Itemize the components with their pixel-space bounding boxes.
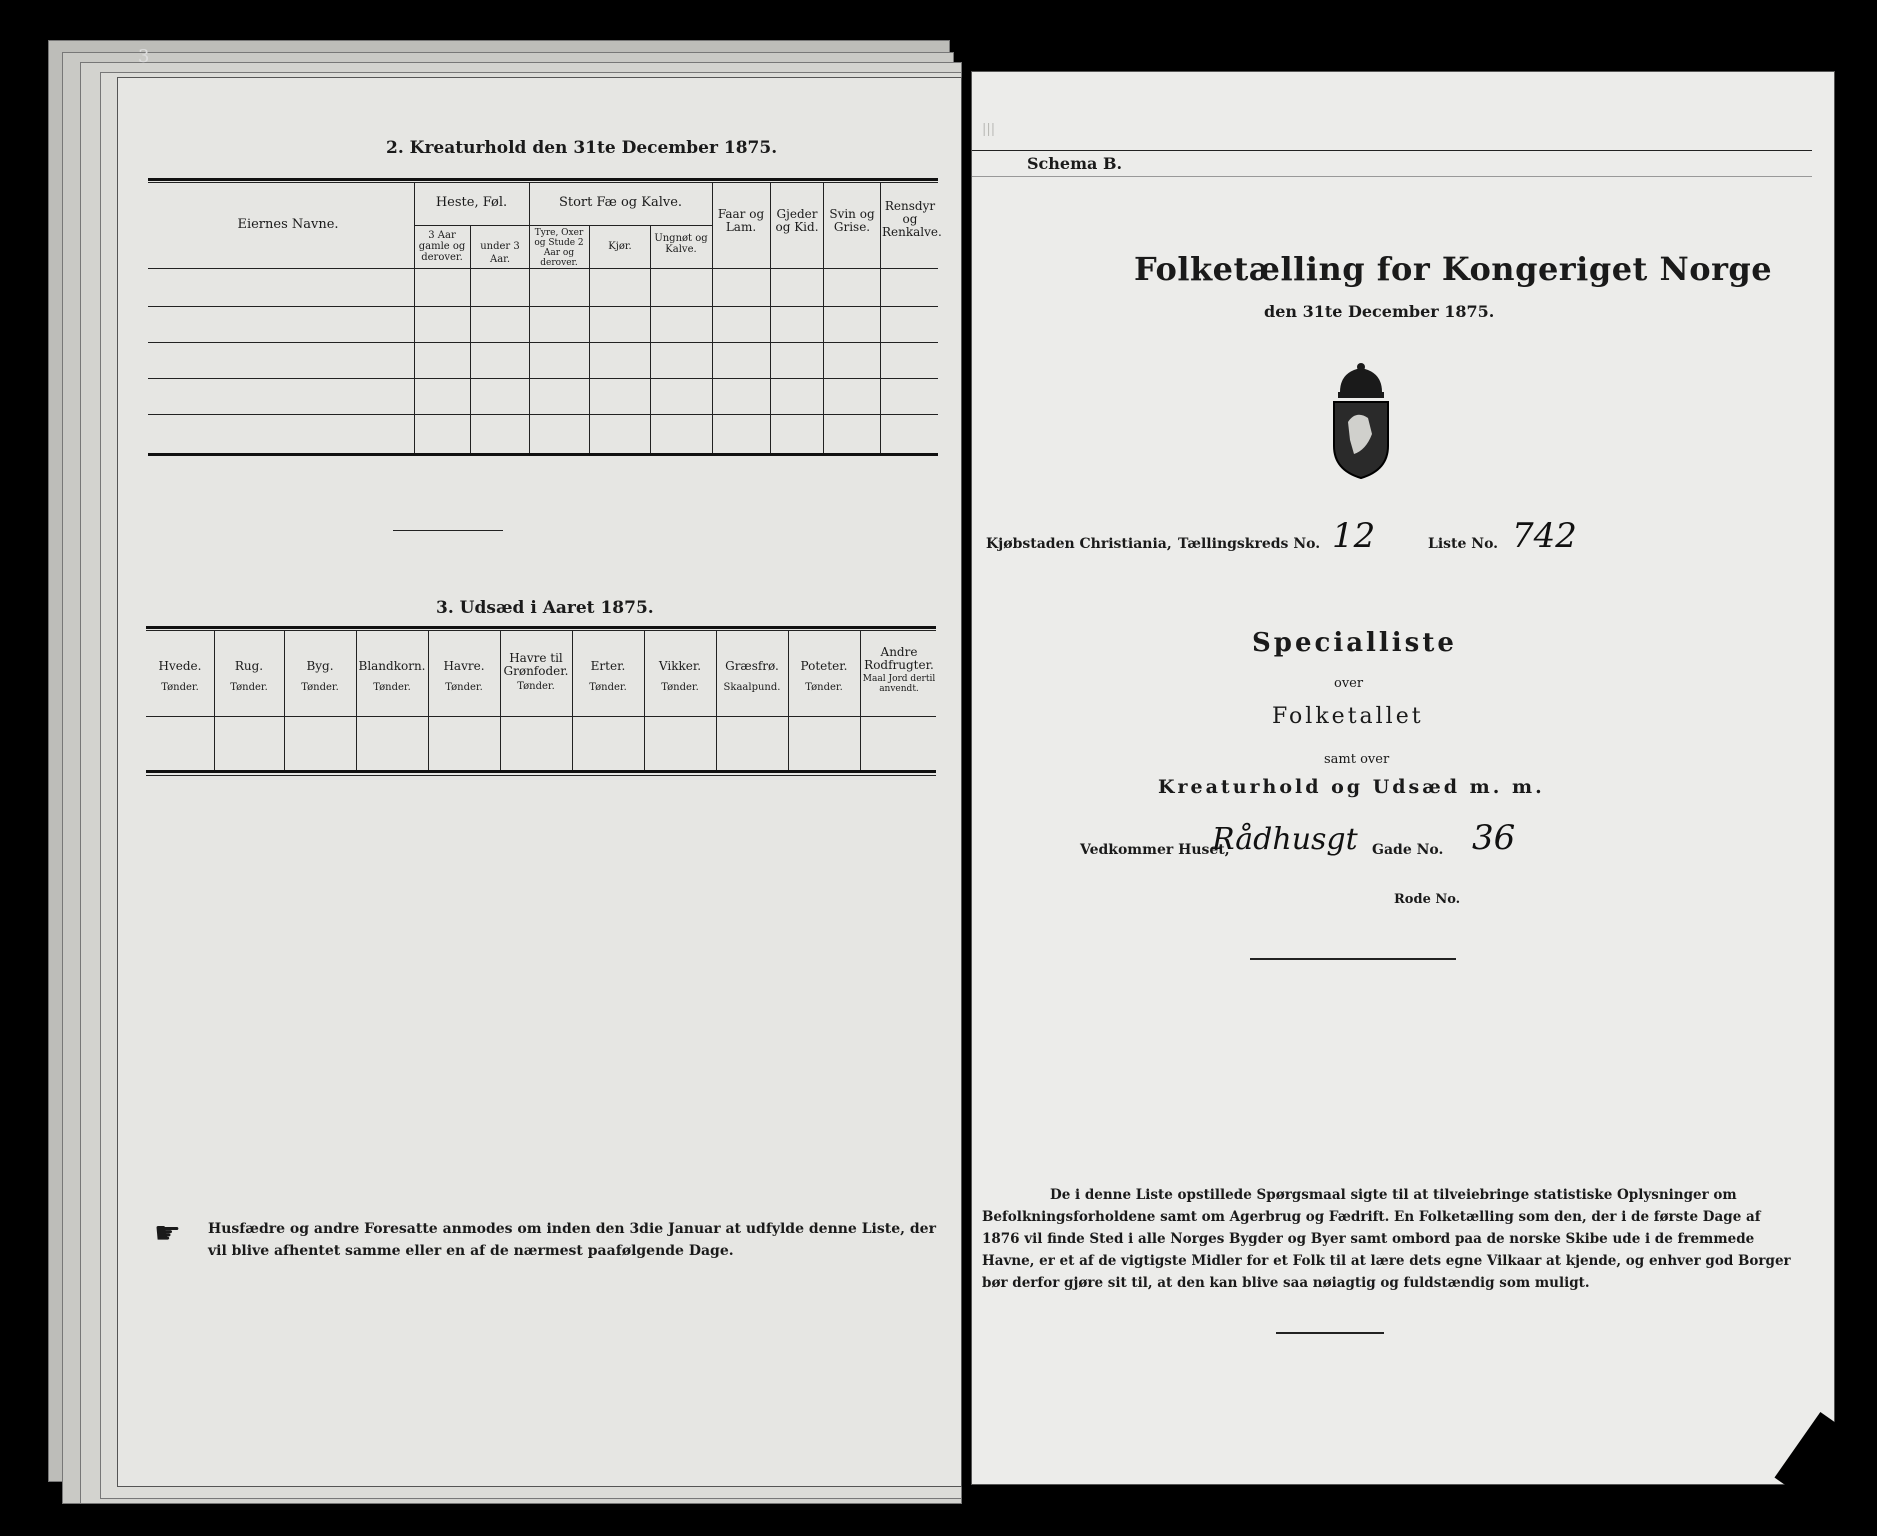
col-name: Rug. bbox=[234, 659, 264, 673]
col-name: Andre Rodfrugter. bbox=[864, 645, 934, 672]
col-unit: Maal Jord dertil anvendt. bbox=[862, 674, 936, 694]
header-horses: Heste, Føl. bbox=[435, 195, 508, 210]
col-name: Erter. bbox=[590, 659, 626, 673]
col-name: Hvede. bbox=[158, 659, 202, 673]
subtitle: den 31te December 1875. bbox=[1264, 302, 1495, 321]
main-title: Folketælling for Kongeriget Norge bbox=[1134, 250, 1773, 288]
col-unit: Tønder. bbox=[661, 682, 699, 693]
col-havre bbox=[430, 660, 498, 694]
rode-label: Rode No. bbox=[1394, 892, 1461, 907]
col-name: Havre til Grønfoder. bbox=[503, 651, 569, 678]
liste-label: Liste No. bbox=[1428, 536, 1499, 552]
table-rule bbox=[148, 378, 938, 379]
header-horses-young: under 3 Aar. bbox=[480, 241, 520, 265]
intro-paragraph: De i denne Liste opstillede Spørgsmaal sigte til at tilveiebringe statistiske Oplysninger om Befolkningsforholdene samt om Agerbrug og Fædrift. En Folketælling som den, der i de første Dage af 1876 vil finde Sted i alle Norges Bygder og Byer samt ombord paa de norske Skibe ude i de fremmede Havne, er et af de vigtigste Midler for et Folk til at lære dets egne Vilkaar at kjende, og enhver god Borger bør derfor gjøre sit til, at den kan blive saa nøiagtig og fuldstændig som muligt. bbox=[982, 1187, 1791, 1291]
street-value: Rådhusgt bbox=[1212, 822, 1358, 857]
divider bbox=[1276, 1332, 1384, 1334]
header-cattle-young: Ungnøt og Kalve. bbox=[654, 233, 708, 255]
table-rule bbox=[414, 182, 415, 453]
col-name: Havre. bbox=[443, 659, 485, 673]
col-rug bbox=[216, 660, 282, 694]
table-rule bbox=[428, 630, 429, 770]
header-sheep: Faar og Lam. bbox=[717, 207, 765, 234]
col-unit: Tønder. bbox=[445, 682, 483, 693]
table-rule bbox=[529, 182, 530, 453]
col-vikker bbox=[646, 660, 714, 694]
col-havre-gronfoder bbox=[502, 652, 570, 693]
table-rule bbox=[788, 630, 789, 770]
col-name: Poteter. bbox=[800, 659, 848, 673]
header-cattle-bulls: Tyre, Oxer og Stude 2 Aar og derover. bbox=[534, 228, 584, 268]
col-byg bbox=[286, 660, 354, 694]
table-rule bbox=[770, 182, 771, 453]
col-name: Vikker. bbox=[658, 659, 702, 673]
section3-title: 3. Udsæd i Aaret 1875. bbox=[436, 598, 654, 618]
col-unit: Tønder. bbox=[805, 682, 843, 693]
schema-label: Schema B. bbox=[1027, 154, 1123, 173]
gade-label: Gade No. bbox=[1372, 842, 1444, 858]
notice-text: Husfædre og andre Foresatte anmodes om inden den 3die Januar at udfylde denne Liste, der vil blive afhentet samme eller en af de nærmest paafølgende Dage. bbox=[208, 1221, 936, 1259]
vedkommer-label: Vedkommer Huset, bbox=[1080, 842, 1230, 858]
divider bbox=[1250, 958, 1456, 960]
kreaturhold-heading: Kreaturhold og Udsæd m. m. bbox=[1158, 776, 1545, 798]
col-unit: Tønder. bbox=[589, 682, 627, 693]
right-page bbox=[972, 72, 1834, 1484]
header-horses-old: 3 Aar gamle og derover. bbox=[418, 230, 466, 263]
table-rule bbox=[148, 306, 938, 307]
table-rule bbox=[214, 630, 215, 770]
table-rule bbox=[644, 630, 645, 770]
divider bbox=[393, 530, 503, 531]
col-name: Byg. bbox=[306, 659, 334, 673]
col-unit: Tønder. bbox=[230, 682, 268, 693]
table-rule bbox=[356, 630, 357, 770]
specialliste-heading: Specialliste bbox=[1252, 628, 1457, 658]
table-rule bbox=[823, 182, 824, 453]
kjobstad-label: Kjøbstaden Christiania, bbox=[986, 536, 1172, 552]
col-unit: Skaalpund. bbox=[723, 682, 781, 693]
bleed-through-text: ||| bbox=[982, 122, 996, 137]
table-rule bbox=[712, 182, 713, 453]
header-cattle: Stort Fæ og Kalve. bbox=[558, 195, 683, 210]
table-rule bbox=[860, 630, 861, 770]
col-unit: Tønder. bbox=[301, 682, 339, 693]
kreds-value: 12 bbox=[1332, 516, 1376, 556]
col-name: Græsfrø. bbox=[725, 659, 779, 673]
table-rule bbox=[470, 225, 471, 453]
header-goats: Gjeder og Kid. bbox=[775, 207, 819, 234]
table-rule bbox=[148, 182, 938, 183]
gade-value: 36 bbox=[1472, 818, 1516, 858]
corner-number: 3 bbox=[138, 46, 150, 67]
col-graesfro bbox=[718, 660, 786, 694]
table-rule bbox=[148, 342, 938, 343]
pointing-hand-icon: ☛ bbox=[154, 1216, 181, 1251]
samt-over-label: samt over bbox=[1324, 752, 1390, 767]
table-rule bbox=[572, 630, 573, 770]
col-erter bbox=[574, 660, 642, 694]
col-unit: Tønder. bbox=[161, 682, 199, 693]
col-poteter bbox=[790, 660, 858, 694]
table-rule bbox=[146, 716, 936, 717]
liste-value: 742 bbox=[1512, 516, 1577, 556]
table-rule bbox=[529, 225, 712, 226]
folketallet-label: Folketallet bbox=[1272, 704, 1424, 729]
col-unit: Tønder. bbox=[373, 682, 411, 693]
section2-title: 2. Kreaturhold den 31te December 1875. bbox=[386, 138, 778, 158]
table-rule bbox=[880, 182, 881, 453]
left-page bbox=[118, 78, 961, 1486]
coat-of-arms-icon bbox=[1326, 362, 1396, 480]
header-cattle-cows: Kjør. bbox=[608, 241, 632, 252]
table-rule bbox=[500, 630, 501, 770]
col-blandkorn bbox=[358, 660, 426, 694]
col-unit: Tønder. bbox=[517, 681, 555, 692]
table-rule bbox=[146, 630, 936, 631]
kreds-label: Tællingskreds No. bbox=[1178, 536, 1321, 552]
col-hvede bbox=[148, 660, 212, 694]
over-label: over bbox=[1334, 676, 1364, 691]
table-rule bbox=[146, 770, 936, 773]
table-rule bbox=[972, 150, 1812, 151]
table-rule bbox=[284, 630, 285, 770]
table-rule bbox=[148, 414, 938, 415]
table-rule bbox=[716, 630, 717, 770]
header-reindeer: Rensdyr og Renkalve. bbox=[882, 199, 942, 239]
col-name: Blandkorn. bbox=[358, 659, 426, 673]
table-rule bbox=[148, 453, 938, 456]
table-rule bbox=[972, 176, 1812, 177]
table-rule bbox=[146, 775, 936, 776]
table-rule bbox=[146, 626, 936, 629]
table-rule bbox=[589, 225, 590, 453]
col-andre-rodfrugter bbox=[862, 646, 936, 694]
header-owner: Eiernes Navne. bbox=[237, 217, 339, 232]
table-rule bbox=[148, 178, 938, 181]
table-rule bbox=[148, 268, 938, 269]
table-rule bbox=[650, 225, 651, 453]
header-pigs: Svin og Grise. bbox=[829, 207, 875, 234]
